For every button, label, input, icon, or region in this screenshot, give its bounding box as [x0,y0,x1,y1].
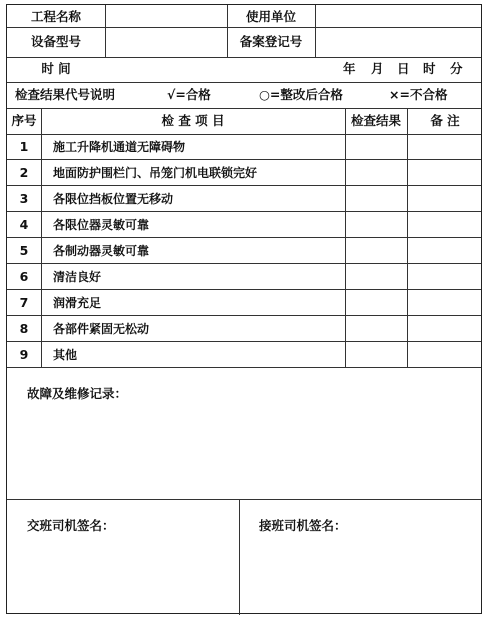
row-item: 其他 [53,348,78,362]
grid-line [7,263,481,264]
grid-line [7,315,481,316]
col-no-header: 序号 [11,113,37,128]
grid-line [7,499,481,500]
time-unit-minute: 分 [450,61,463,76]
grid-line [239,499,240,615]
row-item: 清洁良好 [53,270,102,284]
row-no: 8 [19,321,29,336]
legend-rectified: ○=整改后合格 [259,87,343,102]
row-no: 9 [19,347,29,362]
row-item: 各部件紧固无松动 [53,322,150,336]
registration-no-label: 备案登记号 [239,34,303,49]
equipment-model-label: 设备型号 [30,34,81,49]
fault-record-label: 故障及维修记录： [27,386,128,401]
inspection-form [6,4,482,614]
takeover-signature-label: 接班司机签名： [259,518,347,533]
row-item: 施工升降机通道无障碍物 [53,140,186,154]
grid-line [7,237,481,238]
grid-line [7,185,481,186]
row-no: 5 [19,243,29,258]
col-result-header: 检查结果 [350,113,401,128]
legend-label: 检查结果代号说明 [15,87,116,102]
user-unit-label: 使用单位 [245,9,296,24]
row-no: 1 [19,139,29,154]
row-no: 7 [19,295,29,310]
grid-line [7,211,481,212]
col-item-header: 检 查 项 目 [161,113,225,128]
grid-line [7,82,481,83]
row-item: 各限位挡板位置无移动 [53,192,174,206]
legend-pass: √=合格 [167,87,211,102]
row-no: 3 [19,191,29,206]
time-unit-month: 月 [371,61,384,76]
row-item: 润滑充足 [53,296,102,310]
time-label: 时 间 [41,61,71,76]
grid-line [105,5,106,57]
grid-line [7,57,481,58]
grid-line [315,5,316,57]
time-unit-day: 日 [397,61,410,76]
grid-line [407,108,408,367]
grid-line [7,367,481,368]
grid-line [7,289,481,290]
grid-line [345,108,346,367]
row-item: 地面防护围栏门、吊笼门机电联锁完好 [53,166,258,180]
row-no: 2 [19,165,29,180]
row-item: 各制动器灵敏可靠 [53,244,150,258]
row-no: 6 [19,269,29,284]
grid-line [41,108,42,367]
row-no: 4 [19,217,29,232]
row-item: 各限位器灵敏可靠 [53,218,150,232]
grid-line [7,159,481,160]
time-unit-hour: 时 [423,61,436,76]
handover-signature-label: 交班司机签名： [27,518,115,533]
time-unit-year: 年 [343,61,356,76]
grid-line [7,108,481,109]
col-remark-header: 备 注 [430,113,460,128]
project-name-label: 工程名称 [30,9,81,24]
legend-fail: ×=不合格 [389,87,448,102]
grid-line [7,134,481,135]
grid-line [7,27,481,28]
grid-line [7,341,481,342]
